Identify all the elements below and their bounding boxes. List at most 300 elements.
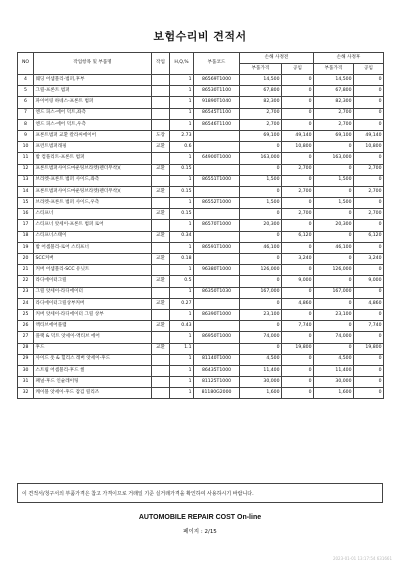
cell-work: 교환 bbox=[152, 186, 170, 197]
cell-item: 프론트범퍼 교환 칼라씨에이어 bbox=[34, 130, 152, 141]
cell-no: 15 bbox=[18, 198, 34, 209]
cell-code: 86546T1100 bbox=[194, 119, 240, 130]
table-row bbox=[18, 175, 384, 186]
cell-work bbox=[152, 97, 170, 108]
cell-labor-before: 0 bbox=[282, 86, 314, 97]
cell-hq: 0.27 bbox=[170, 298, 194, 309]
cell-parts-price-after: 67,800 bbox=[314, 86, 354, 97]
cell-no: 19 bbox=[18, 242, 34, 253]
cell-labor-before: 0 bbox=[282, 119, 314, 130]
cell-hq: 1 bbox=[170, 97, 194, 108]
cell-work: 교환 bbox=[152, 209, 170, 220]
header-code: 부품코드 bbox=[194, 53, 240, 75]
cell-parts-price-after: 0 bbox=[314, 321, 354, 332]
cell-labor-after: 9,000 bbox=[354, 276, 384, 287]
table-row bbox=[18, 287, 384, 298]
cell-labor-before: 0 bbox=[282, 377, 314, 388]
cell-labor-after: 2,700 bbox=[354, 186, 384, 197]
cell-parts-price-before: 11,400 bbox=[240, 365, 282, 376]
cell-labor-before: 0 bbox=[282, 332, 314, 343]
cell-hq: 1 bbox=[170, 220, 194, 231]
cell-hq: 1 bbox=[170, 377, 194, 388]
cell-parts-price-after: 0 bbox=[314, 254, 354, 265]
cell-labor-before: 10,800 bbox=[282, 142, 314, 153]
cell-parts-price-after: 74,000 bbox=[314, 332, 354, 343]
cell-parts-price-before: 67,800 bbox=[240, 86, 282, 97]
table-row bbox=[18, 142, 384, 153]
cell-no: 31 bbox=[18, 377, 34, 388]
cell-code: 86551T1000 bbox=[194, 175, 240, 186]
cell-code bbox=[194, 142, 240, 153]
cell-hq: 0.5 bbox=[170, 276, 194, 287]
cell-no: 12 bbox=[18, 164, 34, 175]
cell-code bbox=[194, 130, 240, 141]
cell-work: 교환 bbox=[152, 321, 170, 332]
disclaimer-note: 이 견적서/청구서의 부품가격은 참고 가격이므로 거래일 기준 실거래가격을 확인하여 사용하시기 바랍니다. bbox=[17, 483, 383, 503]
cell-no: 32 bbox=[18, 388, 34, 399]
cell-labor-after: 0 bbox=[354, 377, 384, 388]
cell-hq: 1 bbox=[170, 198, 194, 209]
cell-work bbox=[152, 354, 170, 365]
cell-item: 브라켓-프론트 범퍼 사이드,우측 bbox=[34, 198, 152, 209]
cell-parts-price-before: 0 bbox=[240, 142, 282, 153]
cell-hq: 1 bbox=[170, 75, 194, 86]
cell-parts-price-before: 46,100 bbox=[240, 242, 282, 253]
cell-item: 스티프너스태이 bbox=[34, 231, 152, 242]
cell-no: 27 bbox=[18, 332, 34, 343]
footer-brand: AUTOMOBILE REPAIR COST On-line bbox=[138, 514, 262, 521]
cell-parts-price-after: 20,300 bbox=[314, 220, 354, 231]
table-row bbox=[18, 298, 384, 309]
cell-parts-price-after: 1,500 bbox=[314, 175, 354, 186]
cell-code: 64900T1000 bbox=[194, 153, 240, 164]
cell-labor-after: 0 bbox=[354, 365, 384, 376]
cell-labor-before: 2,700 bbox=[282, 186, 314, 197]
cell-parts-price-before: 126,000 bbox=[240, 265, 282, 276]
cell-no: 25 bbox=[18, 309, 34, 320]
cell-no: 9 bbox=[18, 130, 34, 141]
cell-no: 21 bbox=[18, 265, 34, 276]
header-before-group: 손해 사정전 bbox=[240, 53, 314, 64]
cell-code: 86570T1000 bbox=[194, 220, 240, 231]
cell-hq: 0.34 bbox=[170, 231, 194, 242]
cell-hq: 1 bbox=[170, 388, 194, 399]
header-labor-before: 공임 bbox=[282, 64, 314, 75]
cell-hq: 1 bbox=[170, 287, 194, 298]
cell-work bbox=[152, 265, 170, 276]
cell-labor-after: 6,120 bbox=[354, 231, 384, 242]
cell-no: 13 bbox=[18, 175, 34, 186]
cell-labor-before: 7,740 bbox=[282, 321, 314, 332]
cell-work: 교환 bbox=[152, 164, 170, 175]
cell-work bbox=[152, 365, 170, 376]
cell-labor-after: 0 bbox=[354, 242, 384, 253]
cell-parts-price-before: 4,500 bbox=[240, 354, 282, 365]
cell-code: 96380T1000 bbox=[194, 265, 240, 276]
cell-code: 86435T1000 bbox=[194, 365, 240, 376]
cell-no: 23 bbox=[18, 287, 34, 298]
cell-parts-price-after: 0 bbox=[314, 231, 354, 242]
cell-no: 28 bbox=[18, 343, 34, 354]
cell-parts-price-after: 0 bbox=[314, 164, 354, 175]
cell-hq: 2.73 bbox=[170, 130, 194, 141]
cell-no: 8 bbox=[18, 119, 34, 130]
cell-parts-price-after: 2,700 bbox=[314, 119, 354, 130]
cell-work bbox=[152, 108, 170, 119]
cell-code bbox=[194, 276, 240, 287]
header-after-group: 손해 사정후 bbox=[314, 53, 384, 64]
cell-item: 스티프너 앗세이-프론트 범퍼 로어 bbox=[34, 220, 152, 231]
cell-work bbox=[152, 309, 170, 320]
cell-parts-price-after: 69,100 bbox=[314, 130, 354, 141]
cell-labor-after: 0 bbox=[354, 119, 384, 130]
cell-labor-after: 0 bbox=[354, 75, 384, 86]
cell-hq: 0.43 bbox=[170, 321, 194, 332]
cell-item: 스트립 어셈블리-후드 씰 bbox=[34, 365, 152, 376]
cell-work bbox=[152, 119, 170, 130]
cell-code bbox=[194, 343, 240, 354]
cell-code: 86552T1000 bbox=[194, 198, 240, 209]
cell-item: 케이블 앗세이-후드 잠김 릴리즈 bbox=[34, 388, 152, 399]
header-labor-after: 공임 bbox=[354, 64, 384, 75]
cell-code: 86569T1000 bbox=[194, 75, 240, 86]
table-row bbox=[18, 209, 384, 220]
cell-parts-price-after: 0 bbox=[314, 276, 354, 287]
table-row bbox=[18, 119, 384, 130]
cell-no: 26 bbox=[18, 321, 34, 332]
table-row bbox=[18, 153, 384, 164]
cell-parts-price-before: 163,000 bbox=[240, 153, 282, 164]
cell-parts-price-after: 1,600 bbox=[314, 388, 354, 399]
cell-item: 커버 앗세이-라디에이터 그릴 상부 bbox=[34, 309, 152, 320]
estimate-table bbox=[17, 52, 384, 399]
cell-parts-price-before: 0 bbox=[240, 231, 282, 242]
cell-parts-price-before: 0 bbox=[240, 164, 282, 175]
cell-parts-price-after: 14,500 bbox=[314, 75, 354, 86]
cell-code bbox=[194, 254, 240, 265]
cell-item: 엔드 피스-에어 덕트,좌측 bbox=[34, 108, 152, 119]
cell-item: 그릴 앗세이-라디에이터 bbox=[34, 287, 152, 298]
cell-no: 20 bbox=[18, 254, 34, 265]
cell-item: 브라켓-프론트 범퍼 사이드,좌측 bbox=[34, 175, 152, 186]
cell-hq: 1 bbox=[170, 365, 194, 376]
header-parts-price-before: 부품가격 bbox=[240, 64, 282, 75]
cell-hq: 1 bbox=[170, 309, 194, 320]
cell-labor-before: 0 bbox=[282, 365, 314, 376]
cell-work bbox=[152, 220, 170, 231]
cell-work bbox=[152, 198, 170, 209]
cell-hq: 0.18 bbox=[170, 254, 194, 265]
cell-labor-after: 10,800 bbox=[354, 142, 384, 153]
cell-item: 라디에이터그릴 bbox=[34, 276, 152, 287]
cell-work: 교환 bbox=[152, 254, 170, 265]
cell-parts-price-before: 2,700 bbox=[240, 119, 282, 130]
cell-parts-price-before: 1,600 bbox=[240, 388, 282, 399]
cell-labor-before: 0 bbox=[282, 75, 314, 86]
cell-labor-after: 2,700 bbox=[354, 209, 384, 220]
cell-parts-price-before: 1,500 bbox=[240, 175, 282, 186]
cell-labor-before: 0 bbox=[282, 242, 314, 253]
cell-parts-price-after: 2,700 bbox=[314, 108, 354, 119]
cell-no: 29 bbox=[18, 354, 34, 365]
table-row bbox=[18, 130, 384, 141]
cell-hq: 1 bbox=[170, 354, 194, 365]
header-parts-price-after: 부품가격 bbox=[314, 64, 354, 75]
cell-item: 웨딩 어셈블리-범퍼,후부 bbox=[34, 75, 152, 86]
cell-no: 17 bbox=[18, 220, 34, 231]
cell-labor-before: 0 bbox=[282, 354, 314, 365]
cell-item: 밤 어셈블리-로어 스티프너 bbox=[34, 242, 152, 253]
cell-labor-after: 0 bbox=[354, 309, 384, 320]
cell-item: 라디에이터그릴상부커버 bbox=[34, 298, 152, 309]
cell-parts-price-before: 69,100 bbox=[240, 130, 282, 141]
table-row bbox=[18, 231, 384, 242]
table-row bbox=[18, 97, 384, 108]
cell-labor-before: 19,800 bbox=[282, 343, 314, 354]
cell-parts-price-after: 167,000 bbox=[314, 287, 354, 298]
cell-hq: 1.1 bbox=[170, 343, 194, 354]
cell-work: 교환 bbox=[152, 343, 170, 354]
header-no: NO bbox=[18, 53, 34, 75]
cell-hq: 1 bbox=[170, 265, 194, 276]
table-row bbox=[18, 220, 384, 231]
cell-item: 플랙 & 덕트 앗세이-액티브 에어 bbox=[34, 332, 152, 343]
cell-parts-price-before: 167,000 bbox=[240, 287, 282, 298]
cell-no: 30 bbox=[18, 365, 34, 376]
table-row bbox=[18, 365, 384, 376]
cell-parts-price-after: 1,500 bbox=[314, 198, 354, 209]
cell-hq: 0.6 bbox=[170, 142, 194, 153]
table-row bbox=[18, 75, 384, 86]
table-row bbox=[18, 388, 384, 399]
cell-parts-price-before: 2,700 bbox=[240, 108, 282, 119]
cell-parts-price-before: 1,500 bbox=[240, 198, 282, 209]
cell-labor-after: 0 bbox=[354, 332, 384, 343]
cell-parts-price-before: 0 bbox=[240, 343, 282, 354]
cell-hq: 1 bbox=[170, 242, 194, 253]
cell-labor-after: 0 bbox=[354, 287, 384, 298]
print-timestamp: 2023-01-01 13:17:54 631661 bbox=[332, 556, 392, 561]
cell-work: 교환 bbox=[152, 276, 170, 287]
cell-code: 86591T1000 bbox=[194, 242, 240, 253]
cell-parts-price-after: 23,100 bbox=[314, 309, 354, 320]
cell-labor-after: 0 bbox=[354, 198, 384, 209]
cell-no: 7 bbox=[18, 108, 34, 119]
cell-code: 86390T1000 bbox=[194, 309, 240, 320]
header-item: 작업항목 및 부품명 bbox=[34, 53, 152, 75]
cell-item: 패널-후드 인슐레이팅 bbox=[34, 377, 152, 388]
cell-no: 10 bbox=[18, 142, 34, 153]
cell-parts-price-after: 46,100 bbox=[314, 242, 354, 253]
table-row bbox=[18, 332, 384, 343]
cell-labor-after: 49,140 bbox=[354, 130, 384, 141]
cell-no: 5 bbox=[18, 86, 34, 97]
cell-labor-after: 0 bbox=[354, 220, 384, 231]
cell-work bbox=[152, 153, 170, 164]
cell-no: 14 bbox=[18, 186, 34, 197]
cell-code bbox=[194, 209, 240, 220]
cell-no: 22 bbox=[18, 276, 34, 287]
cell-labor-before: 0 bbox=[282, 153, 314, 164]
cell-labor-before: 0 bbox=[282, 175, 314, 186]
table-row bbox=[18, 265, 384, 276]
cell-labor-after: 0 bbox=[354, 175, 384, 186]
header-hq: H,Q,% bbox=[170, 53, 194, 75]
cell-labor-before: 0 bbox=[282, 309, 314, 320]
table-row bbox=[18, 254, 384, 265]
cell-labor-after: 0 bbox=[354, 388, 384, 399]
table-row bbox=[18, 108, 384, 119]
cell-hq: 0.15 bbox=[170, 209, 194, 220]
cell-labor-after: 0 bbox=[354, 265, 384, 276]
cell-parts-price-before: 0 bbox=[240, 276, 282, 287]
cell-item: 엔드 피스-에어 덕트,우측 bbox=[34, 119, 152, 130]
cell-hq: 1 bbox=[170, 108, 194, 119]
cell-parts-price-after: 30,000 bbox=[314, 377, 354, 388]
cell-labor-before: 0 bbox=[282, 388, 314, 399]
cell-parts-price-before: 0 bbox=[240, 186, 282, 197]
cell-work bbox=[152, 75, 170, 86]
cell-code bbox=[194, 186, 240, 197]
cell-code bbox=[194, 231, 240, 242]
cell-parts-price-after: 0 bbox=[314, 186, 354, 197]
table-row bbox=[18, 309, 384, 320]
cell-item: 프런트범퍼래핑 bbox=[34, 142, 152, 153]
cell-work bbox=[152, 388, 170, 399]
table-row bbox=[18, 186, 384, 197]
page-number: 페이지 : 2/15 bbox=[183, 529, 217, 535]
table-row bbox=[18, 377, 384, 388]
cell-parts-price-after: 0 bbox=[314, 209, 354, 220]
cell-labor-after: 0 bbox=[354, 354, 384, 365]
table-row bbox=[18, 164, 384, 175]
cell-work bbox=[152, 287, 170, 298]
cell-parts-price-before: 30,000 bbox=[240, 377, 282, 388]
cell-code: 86530T1100 bbox=[194, 86, 240, 97]
cell-work: 도장 bbox=[152, 130, 170, 141]
cell-item: 액티브에어플랩 bbox=[34, 321, 152, 332]
table-row bbox=[18, 321, 384, 332]
cell-labor-before: 0 bbox=[282, 220, 314, 231]
cell-parts-price-before: 82,300 bbox=[240, 97, 282, 108]
cell-labor-before: 6,120 bbox=[282, 231, 314, 242]
page-title: 보험수리비 견적서 bbox=[153, 30, 247, 43]
table-row bbox=[18, 198, 384, 209]
cell-labor-before: 0 bbox=[282, 108, 314, 119]
cell-hq: 1 bbox=[170, 153, 194, 164]
cell-labor-before: 0 bbox=[282, 265, 314, 276]
cell-hq: 1 bbox=[170, 119, 194, 130]
cell-hq: 1 bbox=[170, 332, 194, 343]
cell-parts-price-after: 0 bbox=[314, 343, 354, 354]
cell-item: 밤 컴플리트-프론트 범퍼 bbox=[34, 153, 152, 164]
cell-parts-price-after: 0 bbox=[314, 298, 354, 309]
cell-code: 81180G2000 bbox=[194, 388, 240, 399]
cell-labor-before: 2,700 bbox=[282, 209, 314, 220]
cell-labor-before: 4,860 bbox=[282, 298, 314, 309]
table-row bbox=[18, 242, 384, 253]
cell-labor-after: 0 bbox=[354, 97, 384, 108]
cell-parts-price-before: 0 bbox=[240, 254, 282, 265]
cell-no: 16 bbox=[18, 209, 34, 220]
cell-parts-price-before: 0 bbox=[240, 298, 282, 309]
cell-parts-price-before: 20,300 bbox=[240, 220, 282, 231]
cell-parts-price-before: 23,100 bbox=[240, 309, 282, 320]
cell-parts-price-after: 0 bbox=[314, 142, 354, 153]
cell-no: 6 bbox=[18, 97, 34, 108]
cell-parts-price-after: 11,400 bbox=[314, 365, 354, 376]
cell-hq: 1 bbox=[170, 175, 194, 186]
header-row-top bbox=[18, 53, 384, 64]
cell-work: 교환 bbox=[152, 231, 170, 242]
cell-work: 교환 bbox=[152, 298, 170, 309]
cell-item: 파이어링 하네스-프론트 범퍼 bbox=[34, 97, 152, 108]
cell-no: 18 bbox=[18, 231, 34, 242]
cell-work bbox=[152, 242, 170, 253]
cell-no: 11 bbox=[18, 153, 34, 164]
cell-code: 86950T1000 bbox=[194, 332, 240, 343]
cell-parts-price-after: 82,300 bbox=[314, 97, 354, 108]
cell-no: 24 bbox=[18, 298, 34, 309]
cell-code: 81140T1000 bbox=[194, 354, 240, 365]
cell-parts-price-before: 74,000 bbox=[240, 332, 282, 343]
cell-item: 후드 bbox=[34, 343, 152, 354]
cell-labor-before: 9,000 bbox=[282, 276, 314, 287]
cell-work bbox=[152, 332, 170, 343]
cell-item: 스티프너 bbox=[34, 209, 152, 220]
cell-parts-price-after: 126,000 bbox=[314, 265, 354, 276]
cell-labor-before: 3,240 bbox=[282, 254, 314, 265]
cell-code bbox=[194, 164, 240, 175]
header-work: 작업 bbox=[152, 53, 170, 75]
cell-labor-after: 4,860 bbox=[354, 298, 384, 309]
cell-item: 프론트범퍼사이드마운팅브라켓(펜더무착)( bbox=[34, 186, 152, 197]
cell-parts-price-after: 163,000 bbox=[314, 153, 354, 164]
table-row bbox=[18, 276, 384, 287]
cell-item: SCC커버 bbox=[34, 254, 152, 265]
cell-code: 81125T1000 bbox=[194, 377, 240, 388]
table-body bbox=[18, 75, 384, 399]
cell-hq: 0.15 bbox=[170, 164, 194, 175]
cell-labor-before: 2,700 bbox=[282, 164, 314, 175]
cell-labor-after: 2,700 bbox=[354, 164, 384, 175]
cell-item: 사이드 옷 & 힐리스 레버 앗세이-후드 bbox=[34, 354, 152, 365]
cell-code: 91890T1040 bbox=[194, 97, 240, 108]
cell-labor-after: 0 bbox=[354, 108, 384, 119]
cell-code: 86350T1030 bbox=[194, 287, 240, 298]
cell-item: 그릴-프론트 범퍼 bbox=[34, 86, 152, 97]
cell-labor-before: 0 bbox=[282, 97, 314, 108]
cell-work bbox=[152, 86, 170, 97]
cell-item: 커버 어셈블리-SCC 유닛트 bbox=[34, 265, 152, 276]
cell-labor-after: 3,240 bbox=[354, 254, 384, 265]
cell-labor-after: 0 bbox=[354, 153, 384, 164]
cell-labor-after: 7,740 bbox=[354, 321, 384, 332]
cell-no: 4 bbox=[18, 75, 34, 86]
cell-hq: 1 bbox=[170, 86, 194, 97]
cell-labor-after: 19,800 bbox=[354, 343, 384, 354]
cell-parts-price-before: 0 bbox=[240, 321, 282, 332]
cell-work bbox=[152, 175, 170, 186]
cell-item: 프론트범퍼사이드마운팅브라켓(펜더무착)( bbox=[34, 164, 152, 175]
cell-code bbox=[194, 321, 240, 332]
cell-work: 교환 bbox=[152, 142, 170, 153]
cell-labor-before: 0 bbox=[282, 287, 314, 298]
cell-parts-price-after: 4,500 bbox=[314, 354, 354, 365]
cell-code bbox=[194, 298, 240, 309]
cell-parts-price-before: 0 bbox=[240, 209, 282, 220]
cell-parts-price-before: 14,500 bbox=[240, 75, 282, 86]
